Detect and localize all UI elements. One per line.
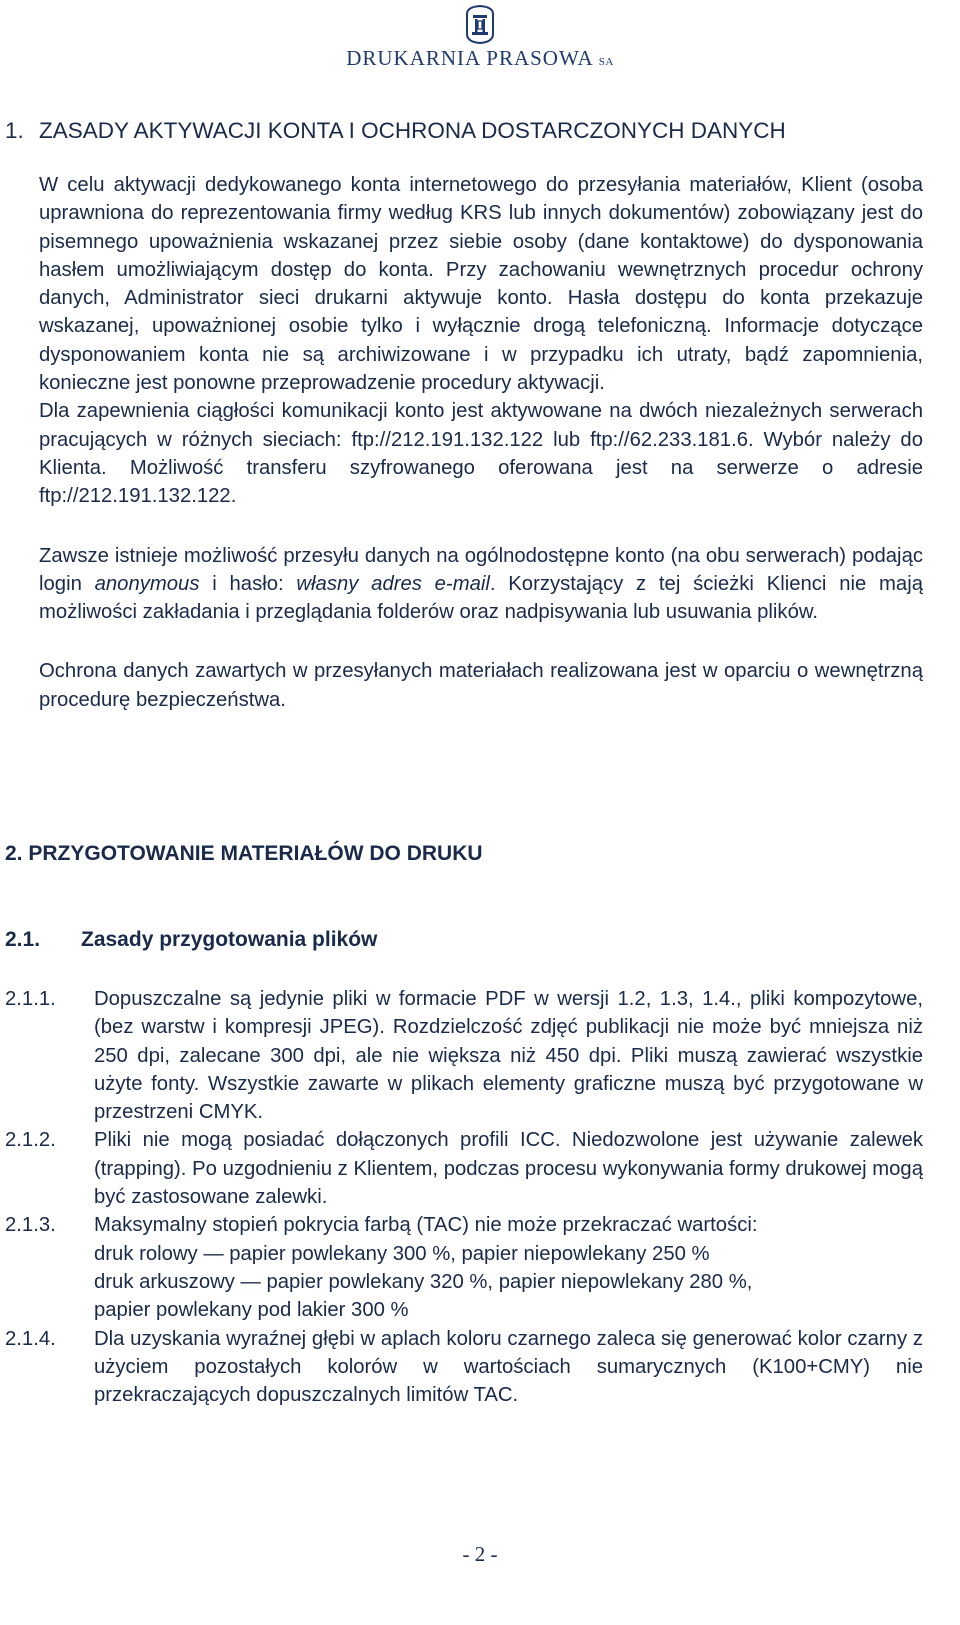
item-number: 2.1.1.	[5, 988, 56, 1010]
section-1-body	[39, 171, 923, 714]
rules-list	[5, 985, 923, 1409]
subsection-number: 2.1.	[5, 928, 41, 951]
paragraph-servers: Dla zapewnienia ciągłości komunikacji konto jest aktywowane na dwóch niezależnych serwerach pracujących w różnych sieciach: ftp://212.191.132.122 lub ftp://62.233.181.6. Wybór należy do Klienta. Możliwość transferu szyfrowanego oferowana jest na serwerze o adresie ftp://212.191.132.122.	[39, 400, 923, 508]
anonymous-login: anonymous	[94, 572, 200, 595]
tac-intro: Maksymalny stopień pokrycia farbą (TAC) nie może przekraczać wartości:	[94, 1214, 758, 1237]
item-number: 2.1.2.	[5, 1129, 56, 1152]
list-item	[5, 985, 923, 1126]
paragraph-anonymous-access: Zawsze istnieje możliwość przesyłu danych na ogólnodostępne konto (na obu serwerach) podając login anonymous i hasło: własny adres e-mail. Korzystający z tej ścieżki Klienci nie mają możliwości zakładania i przeglądania folderów oraz nadpisywania lub usuwania plików.	[39, 544, 923, 624]
company-logo	[0, 0, 960, 71]
item-text: Dopuszczalne są jedynie pliki w formacie PDF w wersji 1.2, 1.3, 1.4., pliki kompozytowe, (bez warstw i kompresji JPEG). Rozdzielczość zdjęć publikacji nie może być mniejsza niż 250 dpi, zalecane 300 dpi, ale nie większa niż 450 dpi. Pliki muszą zawierać wszystkie użyte fonty. Wszystkie zawarte w plikach elementy graficzne muszą być przygotowane w przestrzeni CMYK.	[94, 988, 923, 1124]
list-item	[5, 1325, 923, 1410]
logo-wordmark: DRUKARNIA PRASOWA SA	[346, 46, 614, 70]
page-number: - 2 -	[462, 1542, 498, 1566]
list-item	[5, 1126, 923, 1211]
subsection-title: Zasady przygotowania plików	[81, 928, 378, 951]
item-number: 2.1.4.	[5, 1327, 56, 1350]
list-item	[5, 1211, 923, 1324]
section-1-title: ZASADY AKTYWACJI KONTA I OCHRONA DOSTARCZONYCH DANYCH	[39, 118, 786, 143]
section-1-heading	[5, 118, 786, 144]
printing-press-emblem-icon	[463, 4, 497, 44]
item-text	[94, 1211, 923, 1324]
password-hint: własny adres e-mail	[296, 572, 490, 595]
tac-sheet-press: druk arkuszowy — papier powlekany 320 %, papier niepowlekany 280 %,	[94, 1270, 753, 1293]
section-1-number: 1.	[5, 118, 24, 143]
tac-varnish: papier powlekany pod lakier 300 %	[94, 1299, 409, 1322]
item-text: Dla uzyskania wyraźnej głębi w aplach koloru czarnego zaleca się generować kolor czarny z użyciem pozostałych kolorów w wartościach sumarycznych (K100+CMY) nie przekraczających dopuszczalnych limitów TAC.	[94, 1327, 923, 1407]
tac-web-press: druk rolowy — papier powlekany 300 %, papier niepowlekany 250 %	[94, 1242, 710, 1265]
item-number: 2.1.3.	[5, 1214, 56, 1237]
paragraph-data-protection: Ochrona danych zawartych w przesyłanych materiałach realizowana jest w oparciu o wewnętrzną procedurę bezpieczeństwa.	[39, 660, 923, 711]
item-text: Pliki nie mogą posiadać dołączonych profili ICC. Niedozwolone jest używanie zalewek (trapping). Po uzgodnieniu z Klientem, podczas procesu wykonywania formy drukowej mogą być zastosowane zalewki.	[94, 1129, 923, 1209]
subsection-2-1-heading	[5, 928, 377, 952]
section-2-heading: 2. PRZYGOTOWANIE MATERIAŁÓW DO DRUKU	[5, 842, 483, 865]
paragraph-account-activation: W celu aktywacji dedykowanego konta internetowego do przesyłania materiałów, Klient (osoba uprawniona do reprezentowania firmy według KRS lub innych dokumentów) zobowiązany jest do pisemnego upoważnienia wskazanej przez siebie osoby (dane kontaktowe) do dysponowania hasłem umożliwiającym dostęp do konta. Przy zachowaniu wewnętrznych procedur ochrony danych, Administrator sieci drukarni aktywuje konto. Hasła dostępu do konta przekazuje wskazanej, upoważnionej osobie tylko i wyłącznie drogą telefoniczną. Informacje dotyczące dysponowaniem konta nie są archiwizowane i w przypadku ich utraty, bądź zapomnienia, konieczne jest ponowne przeprowadzenie procedury aktywacji.	[39, 174, 923, 395]
